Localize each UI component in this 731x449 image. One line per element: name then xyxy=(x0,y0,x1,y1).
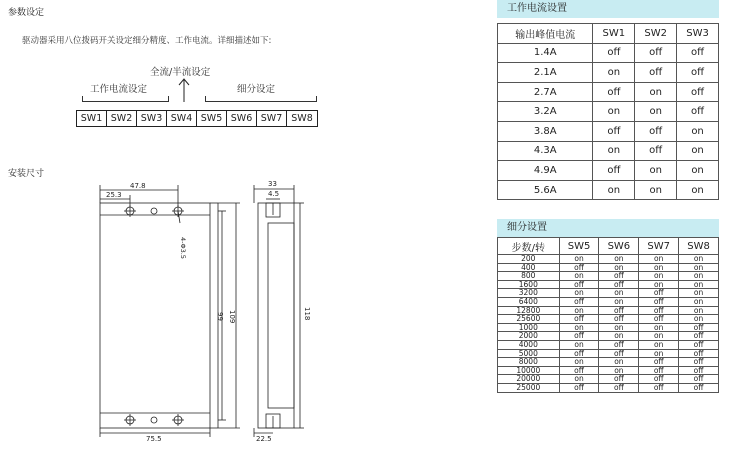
table-cell: off xyxy=(639,358,679,367)
table-cell: 25600 xyxy=(498,315,560,324)
table-cell: off xyxy=(679,332,719,341)
table-cell: 6400 xyxy=(498,297,560,306)
table-cell: on xyxy=(599,366,639,375)
table-cell: on xyxy=(639,255,679,264)
table-row xyxy=(498,180,719,200)
table-cell: on xyxy=(559,375,599,384)
table-cell: off xyxy=(679,358,719,367)
table-cell: 400 xyxy=(498,263,560,272)
switch-label: SW6 xyxy=(227,111,257,126)
table-cell: on xyxy=(559,289,599,298)
table-row xyxy=(498,141,719,161)
table-cell: off xyxy=(639,315,679,324)
table-row xyxy=(498,297,719,306)
table-cell: off xyxy=(593,121,635,141)
table-cell: off xyxy=(639,366,679,375)
table-cell: 4000 xyxy=(498,340,560,349)
table-cell: on xyxy=(593,180,635,200)
table-cell: on xyxy=(677,121,719,141)
table-cell: on xyxy=(677,161,719,181)
table-cell: off xyxy=(677,102,719,122)
table-cell: on xyxy=(639,332,679,341)
table-row xyxy=(498,272,719,281)
table-cell: 10000 xyxy=(498,366,560,375)
table-header-row xyxy=(498,24,719,44)
table-row xyxy=(498,102,719,122)
table-cell: off xyxy=(559,280,599,289)
table-cell: 2000 xyxy=(498,332,560,341)
table-cell: off xyxy=(559,263,599,272)
table-cell: on xyxy=(559,255,599,264)
table-cell: 12800 xyxy=(498,306,560,315)
table-cell: off xyxy=(679,375,719,384)
dim-22-5: 22.5 xyxy=(256,435,272,443)
table-cell: on xyxy=(599,289,639,298)
dim-hole: 4-Φ3.5 xyxy=(179,237,187,259)
table-cell: SW7 xyxy=(639,238,679,255)
table-cell: off xyxy=(599,280,639,289)
table-cell: 800 xyxy=(498,272,560,281)
dim-75-5: 75.5 xyxy=(146,435,162,443)
table-row xyxy=(498,43,719,63)
table-cell: off xyxy=(599,272,639,281)
table-cell: on xyxy=(593,63,635,83)
table-cell: SW6 xyxy=(599,238,639,255)
table-cell: off xyxy=(559,315,599,324)
table-cell: off xyxy=(635,43,677,63)
bracket-microstep xyxy=(205,96,317,102)
table-cell: 1600 xyxy=(498,280,560,289)
table-cell: off xyxy=(599,340,639,349)
table-cell: off xyxy=(679,323,719,332)
table-header-row xyxy=(498,238,719,255)
table-cell: 输出峰值电流 xyxy=(498,24,593,44)
table-cell: on xyxy=(599,332,639,341)
table-cell: on xyxy=(635,82,677,102)
switch-label: SW2 xyxy=(107,111,137,126)
table-cell: on xyxy=(677,180,719,200)
table-row xyxy=(498,383,719,392)
dim-99: 99 xyxy=(216,312,224,321)
table-cell: off xyxy=(559,332,599,341)
param-heading: 参数设定 xyxy=(8,8,45,18)
table-cell: 步数/转 xyxy=(498,238,560,255)
bracket-current xyxy=(82,96,169,102)
table-cell: on xyxy=(639,349,679,358)
table-cell: on xyxy=(559,340,599,349)
table-cell: off xyxy=(639,289,679,298)
switch-label: SW7 xyxy=(257,111,287,126)
table-cell: off xyxy=(599,375,639,384)
switch-label: SW1 xyxy=(77,111,107,126)
table-cell: SW2 xyxy=(635,24,677,44)
table-cell: on xyxy=(639,272,679,281)
table-cell: 2.1A xyxy=(498,63,593,83)
table-cell: on xyxy=(679,315,719,324)
table-cell: off xyxy=(677,43,719,63)
table-cell: off xyxy=(635,141,677,161)
table-cell: on xyxy=(679,306,719,315)
table-cell: 2.7A xyxy=(498,82,593,102)
dim-25-3: 25.3 xyxy=(106,191,122,199)
table-cell: off xyxy=(679,349,719,358)
table-cell: on xyxy=(635,180,677,200)
table-cell: off xyxy=(593,82,635,102)
table-cell: SW3 xyxy=(677,24,719,44)
table-cell: off xyxy=(559,383,599,392)
table-cell: 3.8A xyxy=(498,121,593,141)
table-cell: off xyxy=(677,63,719,83)
current-table xyxy=(497,23,719,200)
table-cell: off xyxy=(593,161,635,181)
table-cell: 5.6A xyxy=(498,180,593,200)
table-cell: off xyxy=(559,349,599,358)
table-cell: on xyxy=(599,263,639,272)
install-heading: 安装尺寸 xyxy=(8,169,45,179)
table-cell: off xyxy=(559,366,599,375)
table-cell: on xyxy=(639,340,679,349)
table-cell: off xyxy=(679,340,719,349)
table-cell: on xyxy=(679,272,719,281)
table-cell: on xyxy=(639,280,679,289)
label-current-setting: 工作电流设定 xyxy=(90,84,148,95)
table-cell: 1000 xyxy=(498,323,560,332)
table-cell: off xyxy=(639,375,679,384)
table-cell: 4.3A xyxy=(498,141,593,161)
description-text: 驱动器采用八位拨码开关设定细分精度、工作电流。详细描述如下: xyxy=(22,36,272,46)
table-cell: on xyxy=(639,263,679,272)
table-cell: on xyxy=(559,323,599,332)
table-cell: on xyxy=(635,102,677,122)
table-cell: 200 xyxy=(498,255,560,264)
table-row xyxy=(498,161,719,181)
table-cell: 3.2A xyxy=(498,102,593,122)
switch-label: SW5 xyxy=(197,111,227,126)
table-cell: SW5 xyxy=(559,238,599,255)
micro-table xyxy=(497,237,719,393)
front-view-body xyxy=(100,203,210,428)
table-cell: on xyxy=(679,280,719,289)
table-cell: on xyxy=(559,272,599,281)
table-row xyxy=(498,358,719,367)
table-cell: on xyxy=(559,358,599,367)
table-cell: 1.4A xyxy=(498,43,593,63)
table-cell: off xyxy=(639,297,679,306)
table-cell: SW8 xyxy=(679,238,719,255)
table-row xyxy=(498,82,719,102)
table-cell: off xyxy=(599,306,639,315)
label-microstep-setting: 细分设定 xyxy=(237,84,276,95)
table-cell: on xyxy=(593,141,635,161)
label-full-half-current: 全流/半流设定 xyxy=(150,67,211,78)
table-row xyxy=(498,63,719,83)
switch-label: SW4 xyxy=(167,111,197,126)
table-cell: off xyxy=(679,383,719,392)
table-cell: on xyxy=(599,255,639,264)
table-cell: 5000 xyxy=(498,349,560,358)
table-cell: 20000 xyxy=(498,375,560,384)
table-cell: on xyxy=(559,306,599,315)
table-cell: on xyxy=(599,323,639,332)
table-cell: on xyxy=(593,102,635,122)
table-cell: off xyxy=(679,366,719,375)
table-row xyxy=(498,340,719,349)
table-cell: on xyxy=(679,297,719,306)
table-cell: off xyxy=(593,43,635,63)
table-cell: 8000 xyxy=(498,358,560,367)
table-cell: off xyxy=(639,306,679,315)
table-cell: off xyxy=(635,63,677,83)
table-cell: on xyxy=(635,161,677,181)
table-cell: off xyxy=(635,121,677,141)
table-cell: on xyxy=(679,263,719,272)
switch-label: SW3 xyxy=(137,111,167,126)
table-cell: on xyxy=(599,358,639,367)
table-cell: SW1 xyxy=(593,24,635,44)
switch-label: SW8 xyxy=(291,113,313,124)
table-cell: on xyxy=(639,323,679,332)
table-cell: off xyxy=(559,297,599,306)
table-cell: on xyxy=(679,289,719,298)
table-row xyxy=(498,121,719,141)
current-table-title: 工作电流设置 xyxy=(497,0,719,18)
table-cell: off xyxy=(599,315,639,324)
table-cell: off xyxy=(599,383,639,392)
table-row xyxy=(498,315,719,324)
dim-4-5: 4.5 xyxy=(268,190,280,198)
table-row xyxy=(498,255,719,264)
dim-33: 33 xyxy=(268,180,277,188)
table-cell: off xyxy=(639,383,679,392)
micro-table-title: 细分设置 xyxy=(497,219,719,237)
table-cell: 4.9A xyxy=(498,161,593,181)
table-cell: off xyxy=(677,82,719,102)
side-view-body xyxy=(258,203,294,428)
dim-118: 118 xyxy=(303,307,311,321)
table-cell: off xyxy=(599,349,639,358)
dim-109: 109 xyxy=(228,310,236,324)
dim-47-8: 47.8 xyxy=(130,182,146,190)
table-cell: on xyxy=(599,297,639,306)
table-cell: 25000 xyxy=(498,383,560,392)
arrow-up-icon xyxy=(177,77,191,103)
table-cell: on xyxy=(679,255,719,264)
mounting-drawing xyxy=(0,175,330,445)
dip-switch-row xyxy=(76,110,318,127)
table-cell: 3200 xyxy=(498,289,560,298)
table-cell: on xyxy=(677,141,719,161)
